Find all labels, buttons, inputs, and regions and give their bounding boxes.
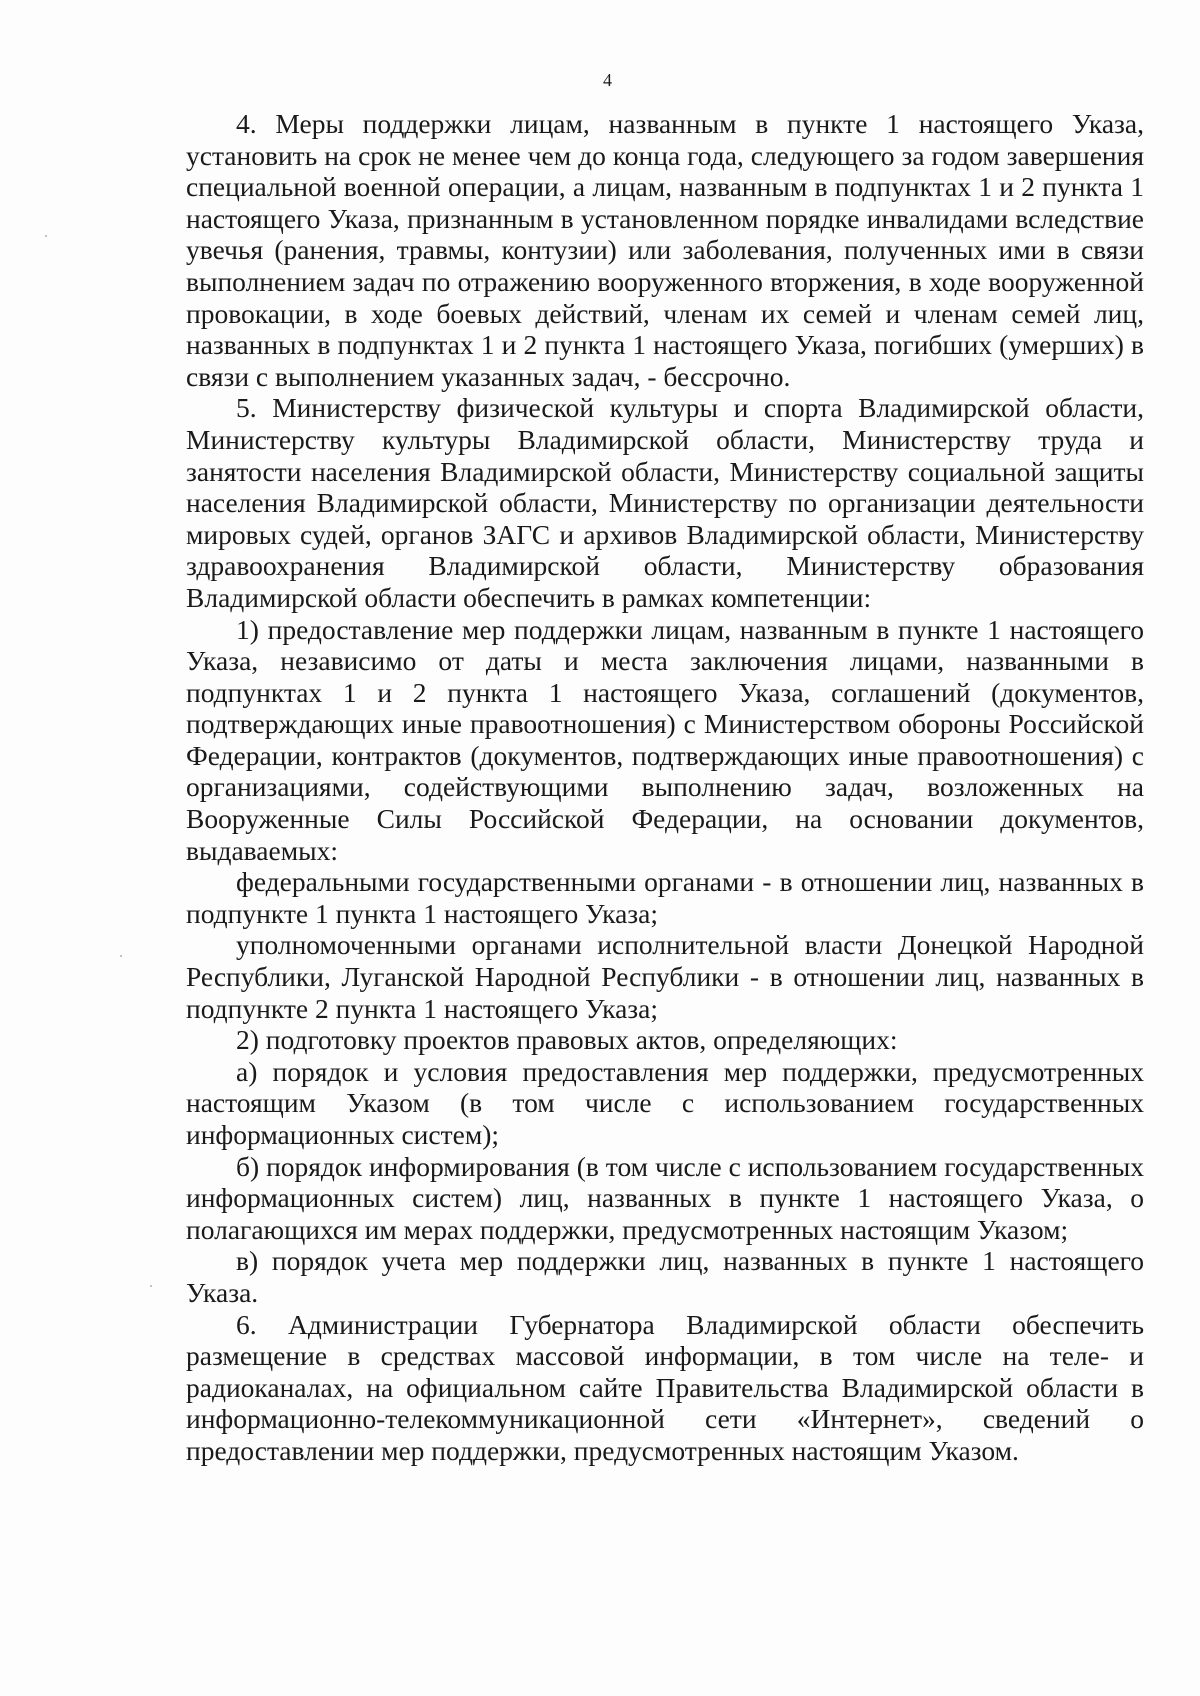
scan-speck [120,955,122,957]
paragraph-5-item-1-dnr-lnr: уполномоченными органами исполнительной власти Донецкой Народной Республики, Луганской Народной Республики - в отношении лиц, названных в подпункте 2 пункта 1 настоящего Указа; [186,929,1144,1024]
document-body [186,108,1144,1467]
paragraph-4: 4. Меры поддержки лицам, названным в пункте 1 настоящего Указа, установить на срок не менее чем до конца года, следующего за годом завершения специальной военной операции, а лицам, названным в подпунктах 1 и 2 пункта 1 настоящего Указа, признанным в установленном порядке инвалидами вследствие увечья (ранения, травмы, контузии) или заболевания, полученных ими в связи выполнением задач по отражению вооруженного вторжения, в ходе вооруженной провокации, в ходе боевых действий, членам их семей и членам семей лиц, названных в подпунктах 1 и 2 пункта 1 настоящего Указа, погибших (умерших) в связи с выполнением указанных задач, - бессрочно. [186,108,1144,392]
paragraph-5-item-2-b: б) порядок информирования (в том числе с использованием государственных информационных систем) лиц, названных в пункте 1 настоящего Указа, о полагающихся им мерах поддержки, предусмотренных настоящим Указом; [186,1150,1144,1245]
paragraph-5-item-2-v: в) порядок учета мер поддержки лиц, названных в пункте 1 настоящего Указа. [186,1245,1144,1308]
page-number: 4 [603,70,612,90]
paragraph-5-item-2: 2) подготовку проектов правовых актов, определяющих: [236,1024,898,1056]
paragraph-5-item-1-federal: федеральными государственными органами - в отношении лиц, названных в подпункте 1 пункта 1 настоящего Указа; [186,866,1144,929]
paragraph-5-item-2-a: а) порядок и условия предоставления мер поддержки, предусмотренных настоящим Указом (в том числе с использованием государственных информационных систем); [186,1055,1144,1150]
paragraph-6: 6. Администрации Губернатора Владимирской области обеспечить размещение в средствах массовой информации, в том числе на теле- и радиоканалах, на официальном сайте Правительства Владимирской области в информационно-телекоммуникационной сети «Интернет», сведений о предоставлении мер поддержки, предусмотренных настоящим Указом. [186,1308,1144,1466]
paragraph-5: 5. Министерству физической культуры и спорта Владимирской области, Министерству культуры Владимирской области, Министерству труда и занятости населения Владимирской области, Министерству социальной защиты населения Владимирской области, Министерству по организации деятельности мировых судей, органов ЗАГС и архивов Владимирской области, Министерству здравоохранения Владимирской области, Министерству образования Владимирской области обеспечить в рамках компетенции: [186,392,1144,613]
scan-speck [45,235,47,237]
scan-speck [150,1285,152,1287]
paragraph-5-item-1: 1) предоставление мер поддержки лицам, названным в пункте 1 настоящего Указа, независимо от даты и места заключения лицами, названными в подпунктах 1 и 2 пункта 1 настоящего Указа, соглашений (документов, подтверждающих иные правоотношения) с Министерством обороны Российской Федерации, контрактов (документов, подтверждающих иные правоотношения) с организациями, содействующими выполнению задач, возложенных на Вооруженные Силы Российской Федерации, на основании документов, выдаваемых: [186,613,1144,866]
